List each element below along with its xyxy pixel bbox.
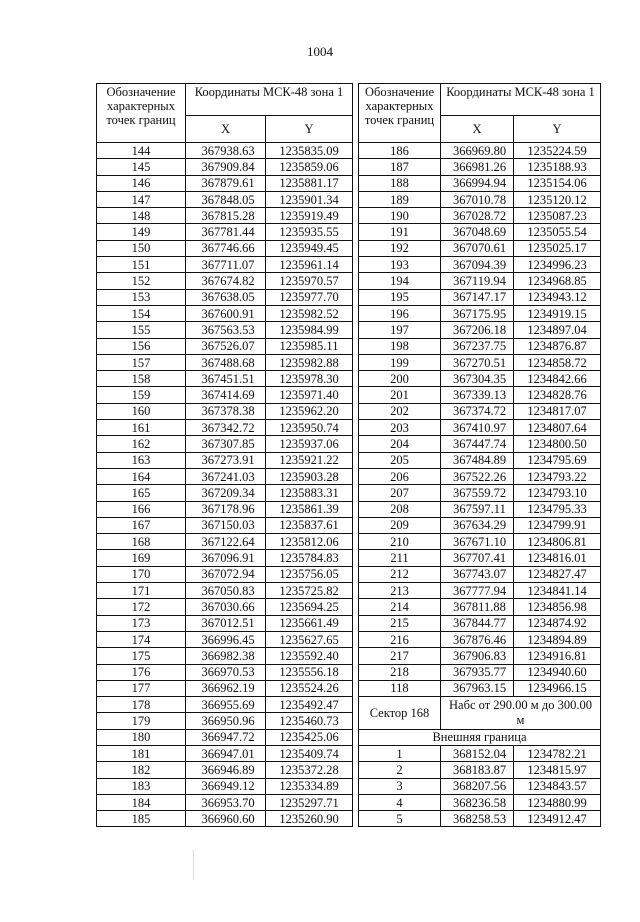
coord-y-left: 1235492.47 [266, 697, 353, 713]
coord-x-left: 367746.66 [186, 240, 266, 256]
point-number-right: 198 [359, 338, 441, 354]
coord-y-right: 1235154.06 [514, 175, 601, 191]
table-row [97, 631, 601, 647]
point-number-right: 204 [359, 436, 441, 452]
header-designation-left: Обозначение характерных точек границ [97, 84, 186, 143]
coord-x-left: 367030.66 [186, 599, 266, 615]
point-number-right: 208 [359, 501, 441, 517]
coord-x-right: 367522.26 [441, 468, 514, 484]
coord-x-right: 368152.04 [441, 745, 514, 761]
table-row [97, 322, 601, 338]
table-row [97, 387, 601, 403]
table-row [97, 289, 601, 305]
coord-y-right: 1234874.92 [514, 615, 601, 631]
table-row [97, 159, 601, 175]
coord-y-right: 1234800.50 [514, 436, 601, 452]
point-number-left: 156 [97, 338, 186, 354]
coord-y-right: 1235025.17 [514, 240, 601, 256]
coord-x-left: 367879.61 [186, 175, 266, 191]
coord-y-left: 1235725.82 [266, 583, 353, 599]
coord-y-left: 1235901.34 [266, 191, 353, 207]
coord-x-right: 368236.58 [441, 794, 514, 810]
point-number-left: 183 [97, 778, 186, 794]
coord-x-right: 368183.87 [441, 762, 514, 778]
coord-y-right: 1234940.60 [514, 664, 601, 680]
coord-y-right: 1234799.91 [514, 517, 601, 533]
point-number-right: 188 [359, 175, 441, 191]
coord-y-left: 1235982.52 [266, 305, 353, 321]
table-row [97, 175, 601, 191]
coord-y-right: 1234996.23 [514, 257, 601, 273]
coord-y-left: 1235859.06 [266, 159, 353, 175]
point-number-left: 151 [97, 257, 186, 273]
coord-y-right: 1234816.01 [514, 550, 601, 566]
coord-y-left: 1235784.83 [266, 550, 353, 566]
point-number-right: 203 [359, 420, 441, 436]
coord-y-left: 1235984.99 [266, 322, 353, 338]
table-row [97, 143, 601, 159]
point-number-left: 155 [97, 322, 186, 338]
coord-x-right: 368258.53 [441, 811, 514, 827]
point-number-right: 189 [359, 191, 441, 207]
point-number-left: 171 [97, 583, 186, 599]
table-row [97, 550, 601, 566]
coord-y-right: 1234795.69 [514, 452, 601, 468]
coord-y-right: 1234876.87 [514, 338, 601, 354]
coordinates-table [96, 83, 601, 827]
table-row [97, 599, 601, 615]
coord-x-right: 367707.41 [441, 550, 514, 566]
coord-x-left: 367526.07 [186, 338, 266, 354]
coord-y-right: 1234793.22 [514, 468, 601, 484]
point-number-right: 191 [359, 224, 441, 240]
coord-y-left: 1235694.25 [266, 599, 353, 615]
coord-y-left: 1235961.14 [266, 257, 353, 273]
point-number-right: 218 [359, 664, 441, 680]
point-number-left: 150 [97, 240, 186, 256]
table-row [97, 615, 601, 631]
coord-x-left: 366946.89 [186, 762, 266, 778]
table-row [97, 534, 601, 550]
table-row [97, 436, 601, 452]
coord-x-right: 367963.15 [441, 680, 514, 696]
coord-x-right: 368207.56 [441, 778, 514, 794]
coord-x-right: 367237.75 [441, 338, 514, 354]
coord-y-left: 1235756.05 [266, 566, 353, 582]
point-number-right: 214 [359, 599, 441, 615]
coord-x-left: 367241.03 [186, 468, 266, 484]
point-number-left: 159 [97, 387, 186, 403]
point-number-left: 181 [97, 745, 186, 761]
table-row [97, 745, 601, 761]
point-number-left: 184 [97, 794, 186, 810]
table-row [97, 420, 601, 436]
coord-x-right: 367070.61 [441, 240, 514, 256]
coord-y-right: 1234858.72 [514, 354, 601, 370]
point-number-left: 147 [97, 191, 186, 207]
coord-x-left: 367050.83 [186, 583, 266, 599]
coord-y-left: 1235425.06 [266, 729, 353, 745]
coord-x-right: 367374.72 [441, 403, 514, 419]
coord-x-right: 367410.97 [441, 420, 514, 436]
point-number-left: 175 [97, 648, 186, 664]
point-number-right: 211 [359, 550, 441, 566]
coord-x-right: 367876.46 [441, 631, 514, 647]
point-number-left: 165 [97, 485, 186, 501]
coord-y-left: 1235627.65 [266, 631, 353, 647]
point-number-left: 185 [97, 811, 186, 827]
coord-x-right: 367206.18 [441, 322, 514, 338]
coord-y-right: 1234841.14 [514, 583, 601, 599]
table-row [97, 240, 601, 256]
coord-x-left: 367451.51 [186, 371, 266, 387]
coord-x-left: 367150.03 [186, 517, 266, 533]
point-number-right: 190 [359, 208, 441, 224]
coord-x-left: 367781.44 [186, 224, 266, 240]
coord-x-right: 367339.13 [441, 387, 514, 403]
point-number-left: 167 [97, 517, 186, 533]
coord-x-left: 367488.68 [186, 354, 266, 370]
coord-x-left: 367938.63 [186, 143, 266, 159]
coord-x-right: 367048.69 [441, 224, 514, 240]
table-row [97, 697, 601, 713]
point-number-right: 199 [359, 354, 441, 370]
coord-y-right: 1234842.66 [514, 371, 601, 387]
point-number-left: 146 [97, 175, 186, 191]
point-number-left: 158 [97, 371, 186, 387]
coord-y-right: 1234806.81 [514, 534, 601, 550]
header-y-left: Y [266, 116, 353, 143]
coord-y-right: 1234828.76 [514, 387, 601, 403]
point-number-left: 169 [97, 550, 186, 566]
table-row [97, 257, 601, 273]
table-row [97, 729, 601, 745]
coord-y-right: 1234843.57 [514, 778, 601, 794]
coord-y-left: 1235971.40 [266, 387, 353, 403]
table-row [97, 680, 601, 696]
table-row [97, 501, 601, 517]
point-number-left: 163 [97, 452, 186, 468]
table-row [97, 208, 601, 224]
coord-x-right: 367304.35 [441, 371, 514, 387]
point-number-left: 174 [97, 631, 186, 647]
coord-x-left: 366950.96 [186, 713, 266, 729]
coord-x-left: 367711.07 [186, 257, 266, 273]
coord-x-right: 367811.88 [441, 599, 514, 615]
coord-x-left: 366953.70 [186, 794, 266, 810]
header-coord-system-left: Координаты МСК-48 зона 1 [186, 84, 353, 116]
coord-y-left: 1235921.22 [266, 452, 353, 468]
coord-y-left: 1235861.39 [266, 501, 353, 517]
coord-x-left: 366970.53 [186, 664, 266, 680]
point-number-left: 166 [97, 501, 186, 517]
coord-x-right: 367935.77 [441, 664, 514, 680]
coord-y-left: 1235919.49 [266, 208, 353, 224]
coord-x-left: 366996.45 [186, 631, 266, 647]
table-row [97, 648, 601, 664]
point-number-right: 4 [359, 794, 441, 810]
point-number-right: 187 [359, 159, 441, 175]
point-number-right: 207 [359, 485, 441, 501]
point-number-right: 216 [359, 631, 441, 647]
sector-nabs: Набс от 290.00 м до 300.00 м [441, 697, 601, 730]
header-designation-right: Обозначение характерных точек границ [359, 84, 441, 143]
coord-x-left: 367414.69 [186, 387, 266, 403]
coord-x-left: 367909.84 [186, 159, 266, 175]
table-row [97, 273, 601, 289]
header-x-left: X [186, 116, 266, 143]
coord-x-right: 367559.72 [441, 485, 514, 501]
coord-y-right: 1235120.12 [514, 191, 601, 207]
coord-y-left: 1235937.06 [266, 436, 353, 452]
coord-x-right: 367597.11 [441, 501, 514, 517]
point-number-left: 182 [97, 762, 186, 778]
coord-x-left: 367209.34 [186, 485, 266, 501]
point-number-left: 164 [97, 468, 186, 484]
coord-y-left: 1235950.74 [266, 420, 353, 436]
point-number-left: 148 [97, 208, 186, 224]
coord-y-right: 1234968.85 [514, 273, 601, 289]
coord-y-right: 1234807.64 [514, 420, 601, 436]
point-number-left: 154 [97, 305, 186, 321]
coord-x-right: 367147.17 [441, 289, 514, 305]
point-number-right: 3 [359, 778, 441, 794]
point-number-left: 145 [97, 159, 186, 175]
table-row [97, 305, 601, 321]
coord-y-left: 1235556.18 [266, 664, 353, 680]
header-x-right: X [441, 116, 514, 143]
coord-y-left: 1235881.17 [266, 175, 353, 191]
point-number-left: 178 [97, 697, 186, 713]
point-number-left: 179 [97, 713, 186, 729]
point-number-left: 162 [97, 436, 186, 452]
coord-x-left: 366955.69 [186, 697, 266, 713]
point-number-right: 215 [359, 615, 441, 631]
coord-y-left: 1235334.89 [266, 778, 353, 794]
coord-x-left: 367122.64 [186, 534, 266, 550]
point-number-right: 196 [359, 305, 441, 321]
coord-y-right: 1234897.04 [514, 322, 601, 338]
coord-y-left: 1235297.71 [266, 794, 353, 810]
coord-y-left: 1235260.90 [266, 811, 353, 827]
coord-y-right: 1234856.98 [514, 599, 601, 615]
table-row [97, 403, 601, 419]
table-row [97, 566, 601, 582]
coord-x-right: 367270.51 [441, 354, 514, 370]
point-number-right: 193 [359, 257, 441, 273]
coord-x-left: 367273.91 [186, 452, 266, 468]
table-row [97, 485, 601, 501]
point-number-right: 1 [359, 745, 441, 761]
point-number-left: 153 [97, 289, 186, 305]
coord-y-right: 1234966.15 [514, 680, 601, 696]
point-number-left: 172 [97, 599, 186, 615]
coord-y-right: 1234916.81 [514, 648, 601, 664]
table-row [97, 583, 601, 599]
point-number-left: 177 [97, 680, 186, 696]
header-coord-system-right: Координаты МСК-48 зона 1 [441, 84, 601, 116]
table-row [97, 224, 601, 240]
coord-x-left: 367012.51 [186, 615, 266, 631]
table-row [97, 762, 601, 778]
coord-x-right: 367010.78 [441, 191, 514, 207]
point-number-right: 194 [359, 273, 441, 289]
coord-y-right: 1234943.12 [514, 289, 601, 305]
coord-y-left: 1235409.74 [266, 745, 353, 761]
point-number-left: 161 [97, 420, 186, 436]
point-number-left: 168 [97, 534, 186, 550]
coord-y-right: 1235188.93 [514, 159, 601, 175]
scan-artifact [193, 850, 194, 880]
coord-y-left: 1235661.49 [266, 615, 353, 631]
table-row [97, 468, 601, 484]
coord-y-left: 1235982.88 [266, 354, 353, 370]
point-number-right: 217 [359, 648, 441, 664]
coord-x-right: 367028.72 [441, 208, 514, 224]
table-row [97, 371, 601, 387]
point-number-right: 195 [359, 289, 441, 305]
coord-y-left: 1235903.28 [266, 468, 353, 484]
point-number-right: 192 [359, 240, 441, 256]
coord-x-right: 367743.07 [441, 566, 514, 582]
point-number-left: 152 [97, 273, 186, 289]
coord-x-left: 366949.12 [186, 778, 266, 794]
point-number-left: 180 [97, 729, 186, 745]
point-number-right: 209 [359, 517, 441, 533]
point-number-right: 212 [359, 566, 441, 582]
coord-y-left: 1235592.40 [266, 648, 353, 664]
table-row [97, 794, 601, 810]
coord-y-right: 1234912.47 [514, 811, 601, 827]
point-number-right: 186 [359, 143, 441, 159]
table-row [97, 778, 601, 794]
coord-y-left: 1235835.09 [266, 143, 353, 159]
point-number-right: 202 [359, 403, 441, 419]
coord-x-left: 367096.91 [186, 550, 266, 566]
coord-y-right: 1235055.54 [514, 224, 601, 240]
coord-x-left: 367072.94 [186, 566, 266, 582]
coord-x-right: 367447.74 [441, 436, 514, 452]
point-number-left: 160 [97, 403, 186, 419]
header-y-right: Y [514, 116, 601, 143]
coord-y-left: 1235962.20 [266, 403, 353, 419]
coord-y-left: 1235812.06 [266, 534, 353, 550]
coord-y-left: 1235935.55 [266, 224, 353, 240]
coord-x-right: 367777.94 [441, 583, 514, 599]
point-number-left: 157 [97, 354, 186, 370]
coord-y-left: 1235372.28 [266, 762, 353, 778]
point-number-right: 206 [359, 468, 441, 484]
coord-x-right: 367844.77 [441, 615, 514, 631]
table-row [97, 338, 601, 354]
coord-x-right: 367906.83 [441, 648, 514, 664]
coord-x-left: 367178.96 [186, 501, 266, 517]
point-number-left: 173 [97, 615, 186, 631]
point-number-right: 118 [359, 680, 441, 696]
coord-y-right: 1234793.10 [514, 485, 601, 501]
coord-x-left: 366947.01 [186, 745, 266, 761]
coord-x-left: 367307.85 [186, 436, 266, 452]
coord-y-left: 1235978.30 [266, 371, 353, 387]
coord-y-right: 1234795.33 [514, 501, 601, 517]
coord-x-left: 367815.28 [186, 208, 266, 224]
coord-x-right: 367094.39 [441, 257, 514, 273]
point-number-left: 170 [97, 566, 186, 582]
sector-label: Сектор 168 [359, 697, 441, 730]
coord-x-left: 367600.91 [186, 305, 266, 321]
coord-x-right: 367175.95 [441, 305, 514, 321]
page-number: 1004 [307, 44, 333, 59]
table-row [97, 191, 601, 207]
point-number-left: 144 [97, 143, 186, 159]
coord-x-left: 367378.38 [186, 403, 266, 419]
outer-boundary-title: Внешняя граница [359, 729, 601, 745]
coord-y-right: 1234782.21 [514, 745, 601, 761]
table-row [97, 354, 601, 370]
point-number-right: 201 [359, 387, 441, 403]
coord-x-left: 366960.60 [186, 811, 266, 827]
coord-y-right: 1234880.99 [514, 794, 601, 810]
table-row [97, 452, 601, 468]
coord-x-left: 367674.82 [186, 273, 266, 289]
coord-x-right: 366981.26 [441, 159, 514, 175]
coord-x-left: 367342.72 [186, 420, 266, 436]
coord-y-right: 1234815.97 [514, 762, 601, 778]
coord-x-right: 367671.10 [441, 534, 514, 550]
coord-y-right: 1234817.07 [514, 403, 601, 419]
coord-x-right: 367119.94 [441, 273, 514, 289]
coord-y-left: 1235985.11 [266, 338, 353, 354]
coord-y-left: 1235977.70 [266, 289, 353, 305]
point-number-right: 213 [359, 583, 441, 599]
point-number-left: 149 [97, 224, 186, 240]
table-header-row [97, 84, 601, 116]
coord-y-left: 1235524.26 [266, 680, 353, 696]
coord-x-left: 366962.19 [186, 680, 266, 696]
coord-y-left: 1235970.57 [266, 273, 353, 289]
coord-x-right: 367634.29 [441, 517, 514, 533]
coord-y-left: 1235460.73 [266, 713, 353, 729]
coord-y-right: 1234919.15 [514, 305, 601, 321]
coord-x-left: 367563.53 [186, 322, 266, 338]
point-number-right: 200 [359, 371, 441, 387]
table-row [97, 664, 601, 680]
point-number-right: 2 [359, 762, 441, 778]
coord-y-left: 1235837.61 [266, 517, 353, 533]
coord-x-right: 367484.89 [441, 452, 514, 468]
coord-y-right: 1234894.89 [514, 631, 601, 647]
coord-x-left: 367638.05 [186, 289, 266, 305]
point-number-left: 176 [97, 664, 186, 680]
point-number-right: 5 [359, 811, 441, 827]
coord-x-left: 366982.38 [186, 648, 266, 664]
point-number-right: 197 [359, 322, 441, 338]
coord-x-left: 366947.72 [186, 729, 266, 745]
coord-x-right: 366969.80 [441, 143, 514, 159]
table-row [97, 517, 601, 533]
coord-x-left: 367848.05 [186, 191, 266, 207]
coord-y-right: 1234827.47 [514, 566, 601, 582]
point-number-right: 205 [359, 452, 441, 468]
coord-x-right: 366994.94 [441, 175, 514, 191]
coord-y-right: 1235224.59 [514, 143, 601, 159]
coord-y-left: 1235949.45 [266, 240, 353, 256]
coord-y-left: 1235883.31 [266, 485, 353, 501]
point-number-right: 210 [359, 534, 441, 550]
table-row [97, 811, 601, 827]
coord-y-right: 1235087.23 [514, 208, 601, 224]
